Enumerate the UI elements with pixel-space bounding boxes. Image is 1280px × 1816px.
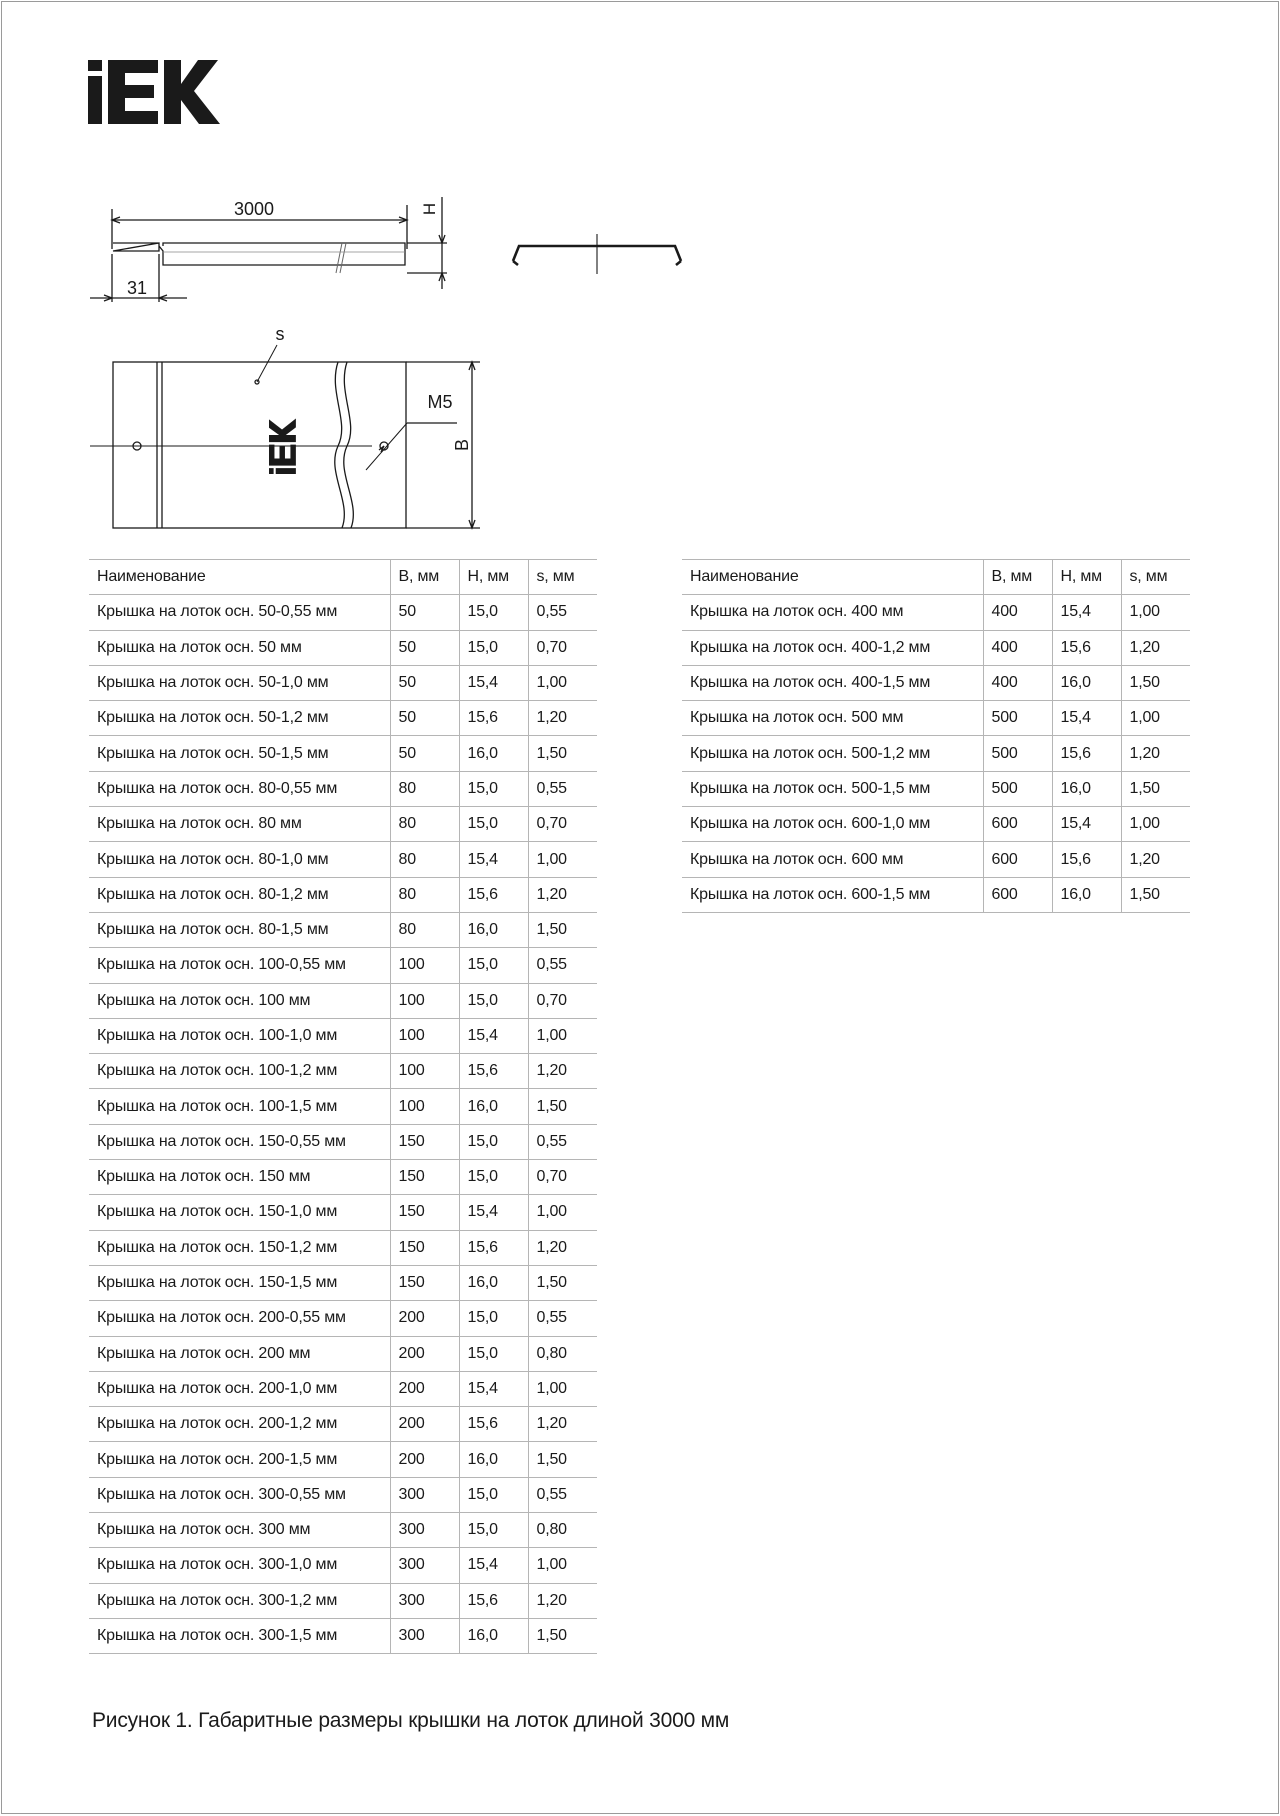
side-view-profile [113,243,405,265]
cell-name: Крышка на лоток осн. 50-1,0 мм [89,665,390,700]
cell-width-b: 50 [390,665,459,700]
cell-height-h: 16,0 [459,1265,528,1300]
cell-width-b: 500 [983,701,1052,736]
header-s: s, мм [1121,560,1190,595]
cell-thickness-s: 1,00 [528,1371,597,1406]
cell-height-h: 15,4 [1052,595,1121,630]
cell-width-b: 300 [390,1618,459,1653]
cell-height-h: 16,0 [459,1089,528,1124]
table-row [89,665,597,700]
cell-width-b: 150 [390,1160,459,1195]
table-row [89,948,597,983]
break-line-2 [344,362,354,528]
cell-width-b: 400 [983,630,1052,665]
table-row [89,1371,597,1406]
cell-width-b: 50 [390,736,459,771]
cell-width-b: 100 [390,1089,459,1124]
cell-height-h: 15,0 [459,1124,528,1159]
cell-height-h: 15,0 [459,630,528,665]
cell-name: Крышка на лоток осн. 80-1,0 мм [89,842,390,877]
table-header-row [682,560,1190,595]
cell-thickness-s: 0,55 [528,595,597,630]
table-row [89,1230,597,1265]
cell-width-b: 200 [390,1371,459,1406]
cell-height-h: 15,6 [459,1583,528,1618]
cell-thickness-s: 1,00 [1121,701,1190,736]
cell-name: Крышка на лоток осн. 400 мм [682,595,983,630]
cell-name: Крышка на лоток осн. 100-0,55 мм [89,948,390,983]
table-row [89,1054,597,1089]
cell-height-h: 16,0 [459,1618,528,1653]
cell-width-b: 200 [390,1407,459,1442]
cell-height-h: 15,4 [1052,701,1121,736]
cell-thickness-s: 1,00 [1121,595,1190,630]
cell-name: Крышка на лоток осн. 150-1,5 мм [89,1265,390,1300]
table-row [89,701,597,736]
cell-thickness-s: 1,00 [528,665,597,700]
cell-name: Крышка на лоток осн. 300-1,2 мм [89,1583,390,1618]
cell-thickness-s: 0,55 [528,1477,597,1512]
cell-height-h: 15,6 [459,701,528,736]
cell-thickness-s: 1,20 [1121,630,1190,665]
cell-thickness-s: 0,55 [528,771,597,806]
cell-width-b: 50 [390,595,459,630]
cell-width-b: 400 [983,665,1052,700]
cell-height-h: 15,4 [459,1548,528,1583]
cell-width-b: 200 [390,1336,459,1371]
cell-thickness-s: 0,80 [528,1513,597,1548]
cell-height-h: 15,4 [459,1195,528,1230]
cell-name: Крышка на лоток осн. 100 мм [89,983,390,1018]
cell-name: Крышка на лоток осн. 300-1,5 мм [89,1618,390,1653]
cell-height-h: 15,0 [459,948,528,983]
cell-width-b: 80 [390,912,459,947]
thickness-label: s [275,324,285,344]
cell-thickness-s: 1,20 [528,1583,597,1618]
cell-height-h: 15,0 [459,771,528,806]
cell-height-h: 16,0 [459,736,528,771]
header-name: Наименование [89,560,390,595]
cell-height-h: 15,0 [459,1301,528,1336]
header-h: Н, мм [459,560,528,595]
cell-name: Крышка на лоток осн. 600-1,5 мм [682,877,983,912]
table-row [89,1548,597,1583]
cell-name: Крышка на лоток осн. 500-1,2 мм [682,736,983,771]
cell-width-b: 600 [983,877,1052,912]
table-row [89,842,597,877]
cell-thickness-s: 1,20 [528,877,597,912]
table-row [682,842,1190,877]
cell-height-h: 16,0 [1052,665,1121,700]
cell-thickness-s: 1,50 [528,1442,597,1477]
cell-thickness-s: 1,50 [528,1618,597,1653]
cell-name: Крышка на лоток осн. 150-1,2 мм [89,1230,390,1265]
cell-width-b: 500 [983,736,1052,771]
cell-name: Крышка на лоток осн. 200-0,55 мм [89,1301,390,1336]
cell-height-h: 15,0 [459,595,528,630]
cell-width-b: 600 [983,842,1052,877]
cell-height-h: 15,4 [459,665,528,700]
table-row [89,630,597,665]
header-h: Н, мм [1052,560,1121,595]
table-row [89,771,597,806]
cell-name: Крышка на лоток осн. 150-0,55 мм [89,1124,390,1159]
cell-height-h: 15,4 [459,1371,528,1406]
cell-height-h: 15,4 [459,1018,528,1053]
header-name: Наименование [682,560,983,595]
cell-width-b: 300 [390,1583,459,1618]
cell-width-b: 50 [390,701,459,736]
cell-name: Крышка на лоток осн. 400-1,5 мм [682,665,983,700]
spec-table-right [682,559,1190,913]
cell-width-b: 150 [390,1230,459,1265]
cell-width-b: 100 [390,1018,459,1053]
cell-width-b: 300 [390,1548,459,1583]
cell-thickness-s: 1,20 [528,701,597,736]
cell-width-b: 80 [390,877,459,912]
cell-thickness-s: 0,55 [528,948,597,983]
cell-width-b: 500 [983,771,1052,806]
cell-name: Крышка на лоток осн. 300-1,0 мм [89,1548,390,1583]
technical-drawing [2,2,762,542]
cell-name: Крышка на лоток осн. 300 мм [89,1513,390,1548]
table-row [682,630,1190,665]
table-row [89,1160,597,1195]
table-row [89,983,597,1018]
cell-height-h: 15,0 [459,1513,528,1548]
cell-name: Крышка на лоток осн. 200-1,2 мм [89,1407,390,1442]
cell-name: Крышка на лоток осн. 80-1,5 мм [89,912,390,947]
table-row [89,1407,597,1442]
table-row [89,1195,597,1230]
cell-name: Крышка на лоток осн. 50 мм [89,630,390,665]
cell-width-b: 200 [390,1301,459,1336]
end-length-label: 31 [126,278,148,298]
figure-caption: Рисунок 1. Габаритные размеры крышки на лоток длиной 3000 мм [92,1709,730,1732]
table-row [682,736,1190,771]
cell-name: Крышка на лоток осн. 100-1,0 мм [89,1018,390,1053]
table-row [682,595,1190,630]
cell-name: Крышка на лоток осн. 600 мм [682,842,983,877]
length-label: 3000 [233,199,275,219]
table-row [89,1513,597,1548]
cell-name: Крышка на лоток осн. 100-1,2 мм [89,1054,390,1089]
cell-thickness-s: 1,50 [528,736,597,771]
spec-table-left [89,559,597,1654]
cell-height-h: 15,0 [459,1160,528,1195]
table-row [682,701,1190,736]
table-row [89,807,597,842]
table-row [89,1336,597,1371]
cell-name: Крышка на лоток осн. 50-1,5 мм [89,736,390,771]
cell-width-b: 80 [390,807,459,842]
cell-name: Крышка на лоток осн. 500-1,5 мм [682,771,983,806]
cell-name: Крышка на лоток осн. 200 мм [89,1336,390,1371]
cell-thickness-s: 0,70 [528,630,597,665]
table-row [89,1583,597,1618]
table-row [89,1477,597,1512]
cell-name: Крышка на лоток осн. 80-0,55 мм [89,771,390,806]
table-row [682,771,1190,806]
table-row [89,1018,597,1053]
cell-height-h: 16,0 [1052,877,1121,912]
cell-width-b: 150 [390,1195,459,1230]
table-row [682,807,1190,842]
cell-height-h: 16,0 [459,1442,528,1477]
cell-width-b: 300 [390,1477,459,1512]
cell-width-b: 150 [390,1265,459,1300]
cell-thickness-s: 1,50 [528,1265,597,1300]
header-b: В, мм [983,560,1052,595]
break-line-1 [335,362,345,528]
cell-width-b: 300 [390,1513,459,1548]
table-row [89,877,597,912]
cell-height-h: 15,0 [459,807,528,842]
cell-height-h: 15,6 [459,1054,528,1089]
cell-width-b: 100 [390,983,459,1018]
cell-thickness-s: 0,55 [528,1124,597,1159]
cell-height-h: 15,6 [459,877,528,912]
cell-height-h: 15,0 [459,1477,528,1512]
cell-width-b: 100 [390,948,459,983]
cell-width-b: 200 [390,1442,459,1477]
cell-thickness-s: 1,00 [528,1195,597,1230]
table-header-row [89,560,597,595]
cell-height-h: 15,6 [1052,842,1121,877]
cell-name: Крышка на лоток осн. 300-0,55 мм [89,1477,390,1512]
table-row [89,1089,597,1124]
table-row [89,1618,597,1653]
cell-name: Крышка на лоток осн. 400-1,2 мм [682,630,983,665]
cell-thickness-s: 1,50 [528,912,597,947]
cell-thickness-s: 1,00 [528,1018,597,1053]
cell-height-h: 15,4 [1052,807,1121,842]
cell-width-b: 400 [983,595,1052,630]
cell-thickness-s: 1,20 [528,1054,597,1089]
cell-thickness-s: 1,50 [1121,665,1190,700]
embossed-logo-icon [269,419,296,474]
cell-width-b: 150 [390,1124,459,1159]
cell-width-b: 80 [390,771,459,806]
thread-label: M5 [427,392,453,412]
cell-name: Крышка на лоток осн. 50-1,2 мм [89,701,390,736]
cell-thickness-s: 1,20 [1121,736,1190,771]
table-row [89,1265,597,1300]
table-row [89,1301,597,1336]
cell-name: Крышка на лоток осн. 200-1,5 мм [89,1442,390,1477]
cell-height-h: 16,0 [1052,771,1121,806]
cell-height-h: 15,0 [459,983,528,1018]
cell-name: Крышка на лоток осн. 80 мм [89,807,390,842]
table-row [89,1442,597,1477]
cell-thickness-s: 0,70 [528,1160,597,1195]
cell-thickness-s: 1,50 [1121,771,1190,806]
cell-thickness-s: 1,20 [1121,842,1190,877]
cell-thickness-s: 0,80 [528,1336,597,1371]
table-row [682,665,1190,700]
cell-height-h: 16,0 [459,912,528,947]
cell-name: Крышка на лоток осн. 600-1,0 мм [682,807,983,842]
cell-width-b: 600 [983,807,1052,842]
cell-thickness-s: 1,20 [528,1407,597,1442]
cell-height-h: 15,0 [459,1336,528,1371]
cell-thickness-s: 1,50 [528,1089,597,1124]
cell-name: Крышка на лоток осн. 100-1,5 мм [89,1089,390,1124]
table-row [89,595,597,630]
cell-name: Крышка на лоток осн. 50-0,55 мм [89,595,390,630]
header-s: s, мм [528,560,597,595]
cell-thickness-s: 0,70 [528,807,597,842]
document-page [1,1,1279,1814]
cell-width-b: 100 [390,1054,459,1089]
table-row [89,736,597,771]
cell-name: Крышка на лоток осн. 200-1,0 мм [89,1371,390,1406]
cell-thickness-s: 1,00 [1121,807,1190,842]
width-label: B [452,438,472,452]
cell-height-h: 15,6 [459,1407,528,1442]
height-label: H [420,202,439,216]
cell-thickness-s: 1,00 [528,842,597,877]
table-row [89,912,597,947]
table-row [89,1124,597,1159]
cell-name: Крышка на лоток осн. 150-1,0 мм [89,1195,390,1230]
cell-name: Крышка на лоток осн. 80-1,2 мм [89,877,390,912]
cell-width-b: 50 [390,630,459,665]
table-row [682,877,1190,912]
cell-thickness-s: 0,55 [528,1301,597,1336]
header-b: В, мм [390,560,459,595]
cell-thickness-s: 1,00 [528,1548,597,1583]
cell-name: Крышка на лоток осн. 500 мм [682,701,983,736]
cell-height-h: 15,6 [1052,736,1121,771]
cell-height-h: 15,6 [459,1230,528,1265]
cell-thickness-s: 0,70 [528,983,597,1018]
cell-height-h: 15,4 [459,842,528,877]
cell-width-b: 80 [390,842,459,877]
cell-thickness-s: 1,20 [528,1230,597,1265]
cell-height-h: 15,6 [1052,630,1121,665]
cell-name: Крышка на лоток осн. 150 мм [89,1160,390,1195]
cell-thickness-s: 1,50 [1121,877,1190,912]
